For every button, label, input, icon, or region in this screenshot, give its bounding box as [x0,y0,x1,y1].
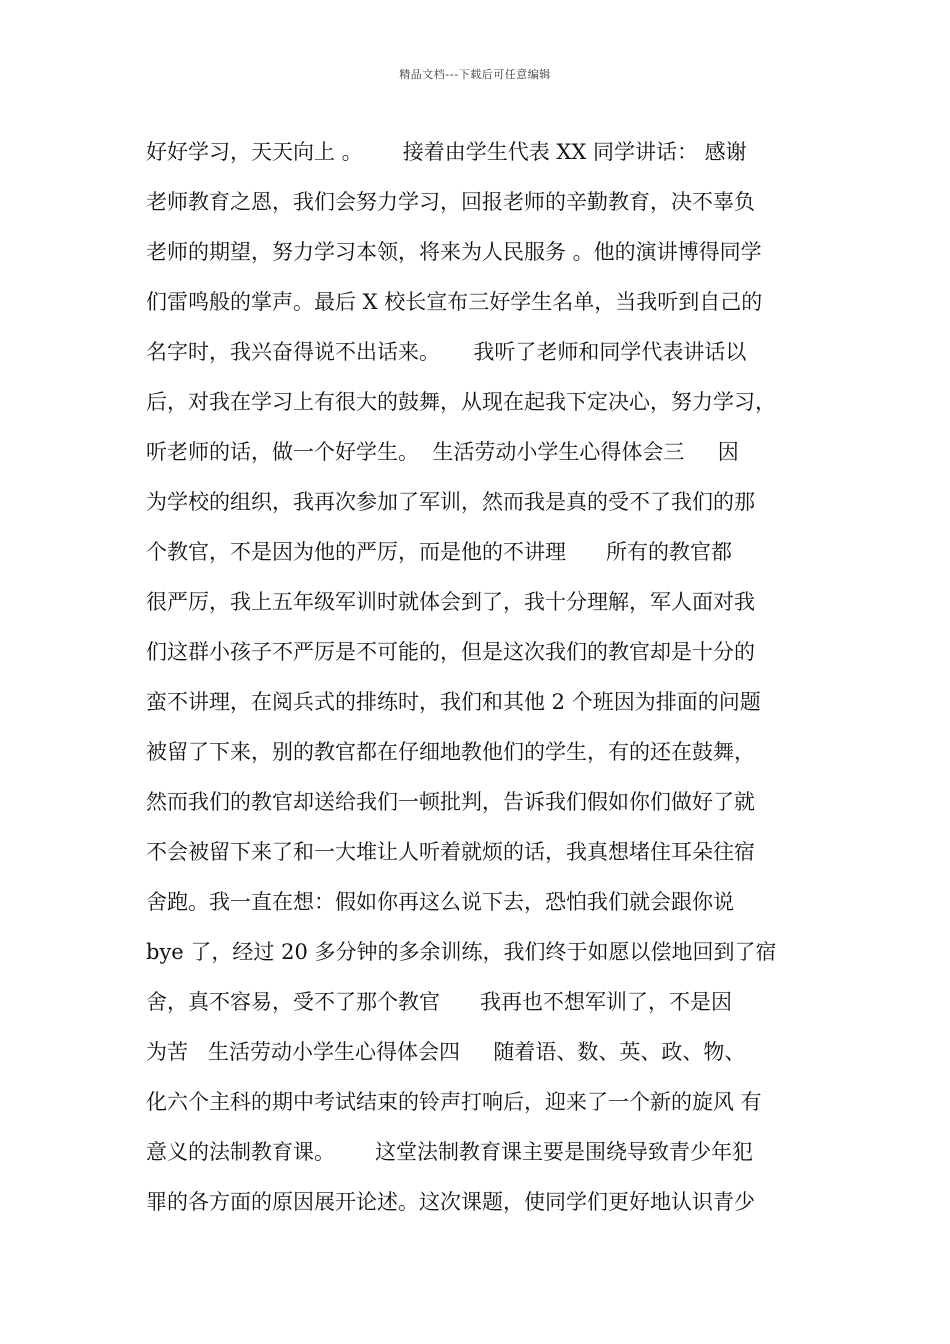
page-header: 精品文档---下载后可任意编辑 [399,68,551,81]
text-line: 很严厉，我上五年级军训时就体会到了，我十分理解，军人面对我 [146,590,755,614]
body-text [146,134,836,1234]
text-line: 舍跑。我一直在想：假如你再这么说下去，恐怕我们就会跟你说 [146,890,734,914]
text-line: bye 了，经过 20 多分钟的多余训练，我们终于如愿以偿地回到了宿 [146,940,777,964]
text-line: 为学校的组织，我再次参加了军训，然而我是真的受不了我们的那 [146,490,755,514]
text-line: 化六个主科的期中考试结束的铃声打响后，迎来了一个新的旋风 有 [146,1090,762,1114]
text-line: 被留了下来，别的教官都在仔细地教他们的学生，有的还在鼓舞， [146,740,755,764]
text-line: 们这群小孩子不严厉是不可能的，但是这次我们的教官却是十分的 [146,640,755,664]
text-line: 好好学习，天天向上 。 接着由学生代表 XX 同学讲话： 感谢 [146,140,747,164]
text-line: 罪的各方面的原因展开论述。这次课题，使同学们更好地认识青少 [146,1190,755,1214]
text-line: 然而我们的教官却送给我们一顿批判，告诉我们假如你们做好了就 [146,790,755,814]
text-line: 个教官，不是因为他的严厉，而是他的不讲理 所有的教官都 [146,540,733,564]
text-line: 为苦 生活劳动小学生心得体会四 随着语、数、英、政、物、 [146,1040,746,1064]
text-line: 听老师的话，做一个好学生。 生活劳动小学生心得体会三 因 [146,440,739,464]
text-line: 不会被留下来了和一大堆让人听着就烦的话，我真想堵住耳朵往宿 [146,840,755,864]
text-line: 舍，真不容易，受不了那个教官 我再也不想军训了，不是因 [146,990,733,1014]
text-line: 蛮不讲理，在阅兵式的排练时，我们和其他 2 个班因为排面的问题 [146,690,761,714]
text-line: 们雷鸣般的掌声。最后 X 校长宣布三好学生名单，当我听到自己的 [146,290,763,314]
text-line: 老师的期望，努力学习本领，将来为人民服务 。他的演讲博得同学 [146,240,762,264]
text-line: 后，对我在学习上有很大的鼓舞，从现在起我下定决心，努力学习， [146,390,776,414]
text-line: 老师教育之恩，我们会努力学习，回报老师的辛勤教育，决不辜负 [146,190,755,214]
text-line: 名字时，我兴奋得说不出话来。 我听了老师和同学代表讲话以 [146,340,747,364]
text-line: 意义的法制教育课。 这堂法制教育课主要是围绕导致青少年犯 [146,1140,754,1164]
